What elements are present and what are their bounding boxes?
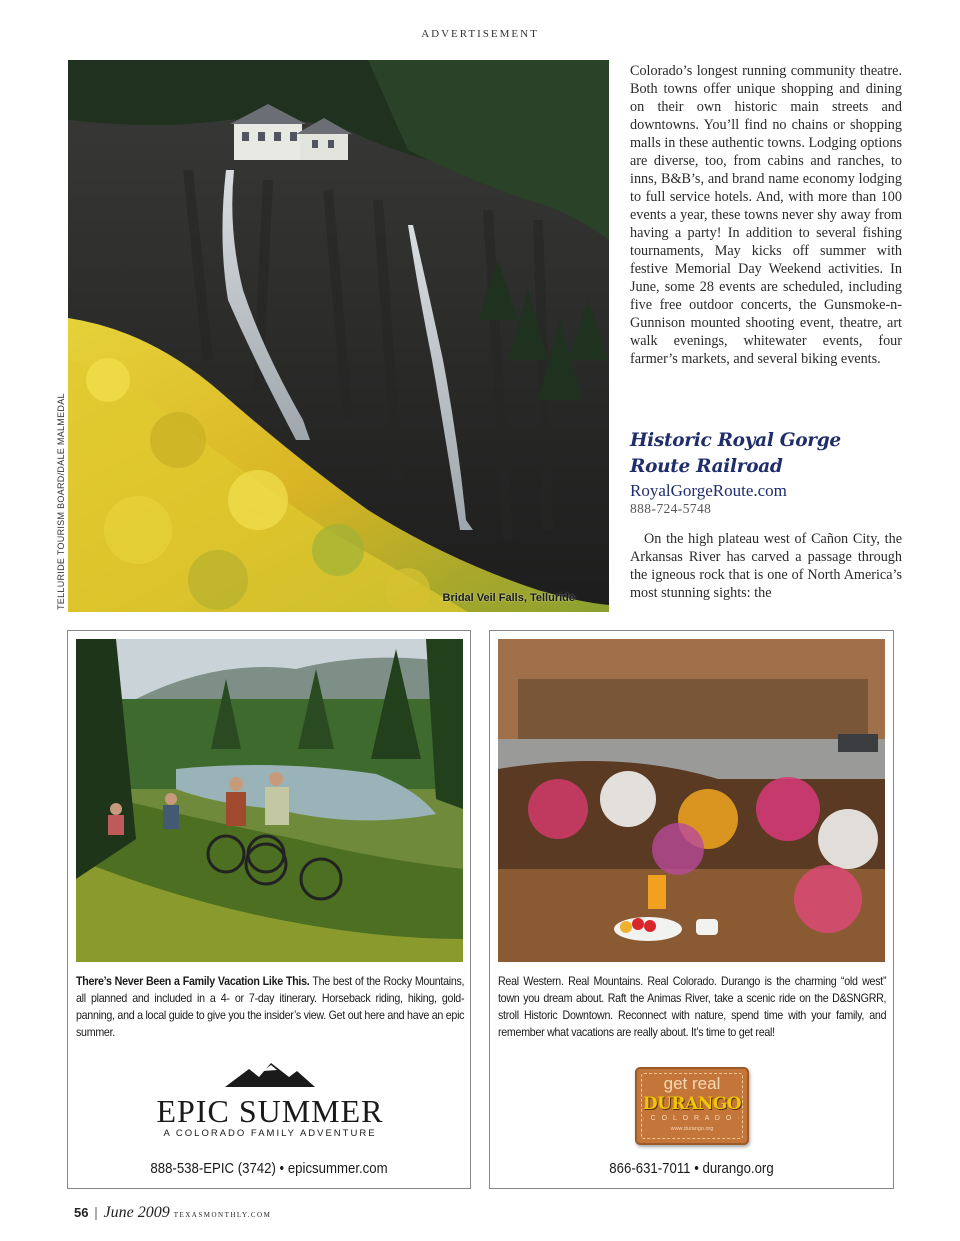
epic-summer-ad xyxy=(67,630,471,1189)
section-title-line2: Route Railroad xyxy=(630,456,783,477)
epic-summer-body: The best of the Rocky Mountains, all planned and included in a 4- or 7-day itinerary. Horseback riding, hiking, gold-panning, and a local guide to give you the insider’s view. Get out here and have an epic summer. xyxy=(76,975,465,1039)
epic-summer-copy xyxy=(76,973,464,1041)
badge-get-real: get real xyxy=(663,1074,721,1093)
page-number: 56 xyxy=(74,1205,89,1220)
article-paragraph-top: Colorado’s longest running community theatre. Both towns offer unique shopping and dining on their own historic main streets and downtowns. You’ll find no chains or shopping malls in these authentic towns. Lodging options are diverse, too, from cabins and ranches, to inns, B&B’s, and brand name economy lodging to full service hotels. And, with more than 100 events a year, these towns never shy away from having a party! In addition to several fishing tournaments, May kicks off summer with festive Memorial Day Weekend activities. In June, some 28 events are scheduled, including five free outdoor concerts, the Gunsmoke-n-Gunnison mounted shooting event, theatre, art walk evenings, whitewater events, four farmer’s markets, and several biking events. xyxy=(630,63,902,367)
durango-logo-badge xyxy=(635,1067,749,1145)
mountain-logo-icon xyxy=(68,1061,472,1094)
durango-ad xyxy=(489,630,894,1189)
epic-summer-contact[interactable]: 888-538-EPIC (3742) • epicsummer.com xyxy=(150,1160,388,1177)
epic-summer-logo-title: EPIC SUMMER xyxy=(156,1093,384,1129)
royal-gorge-website-link[interactable]: RoyalGorgeRoute.com xyxy=(630,481,787,500)
issue-date: June 2009 xyxy=(103,1204,170,1221)
durango-flowers-photo xyxy=(498,639,885,962)
badge-url: www.durango.org xyxy=(670,1126,714,1132)
footer-site: TEXASMONTHLY.COM xyxy=(173,1211,272,1219)
epic-summer-headline: There’s Never Been a Family Vacation Like This. xyxy=(76,975,310,988)
durango-contact[interactable]: 866-631-7011 • durango.org xyxy=(609,1160,774,1177)
badge-durango: DURANGO xyxy=(642,1094,742,1114)
article-paragraph-bottom: On the high plateau west of Cañon City, the Arkansas River has carved a passage through the igneous rock that is one of North America’s most stunning sights: the xyxy=(630,531,902,601)
section-title-line1: Historic Royal Gorge xyxy=(630,430,841,451)
footer-separator: | xyxy=(94,1205,98,1221)
section-title xyxy=(630,428,902,480)
bridal-veil-falls-photo xyxy=(68,60,609,612)
epic-summer-logo-subtitle: A COLORADO FAMILY ADVENTURE xyxy=(163,1128,377,1139)
photo-credit: TELLURIDE TOURISM BOARD/DALE MALMEDAL xyxy=(56,393,66,610)
page-footer xyxy=(74,1204,271,1222)
advertisement-label: ADVERTISEMENT xyxy=(421,28,539,40)
royal-gorge-phone: 888-724-5748 xyxy=(630,501,712,516)
photo-caption: Bridal Veil Falls, Telluride xyxy=(442,592,575,604)
durango-copy: Real Western. Real Mountains. Real Colorado. Durango is the charming “old west” town you dream about. Raft the Animas River, take a scenic ride on the D&SNGRR, stroll Historic Downtown. Reconnect with nature, spend time with your family, and remember what vacations are really about. It’s time to get real! xyxy=(498,975,887,1039)
family-biking-photo xyxy=(76,639,463,962)
badge-colorado: · C O L O R A D O · xyxy=(642,1115,742,1122)
